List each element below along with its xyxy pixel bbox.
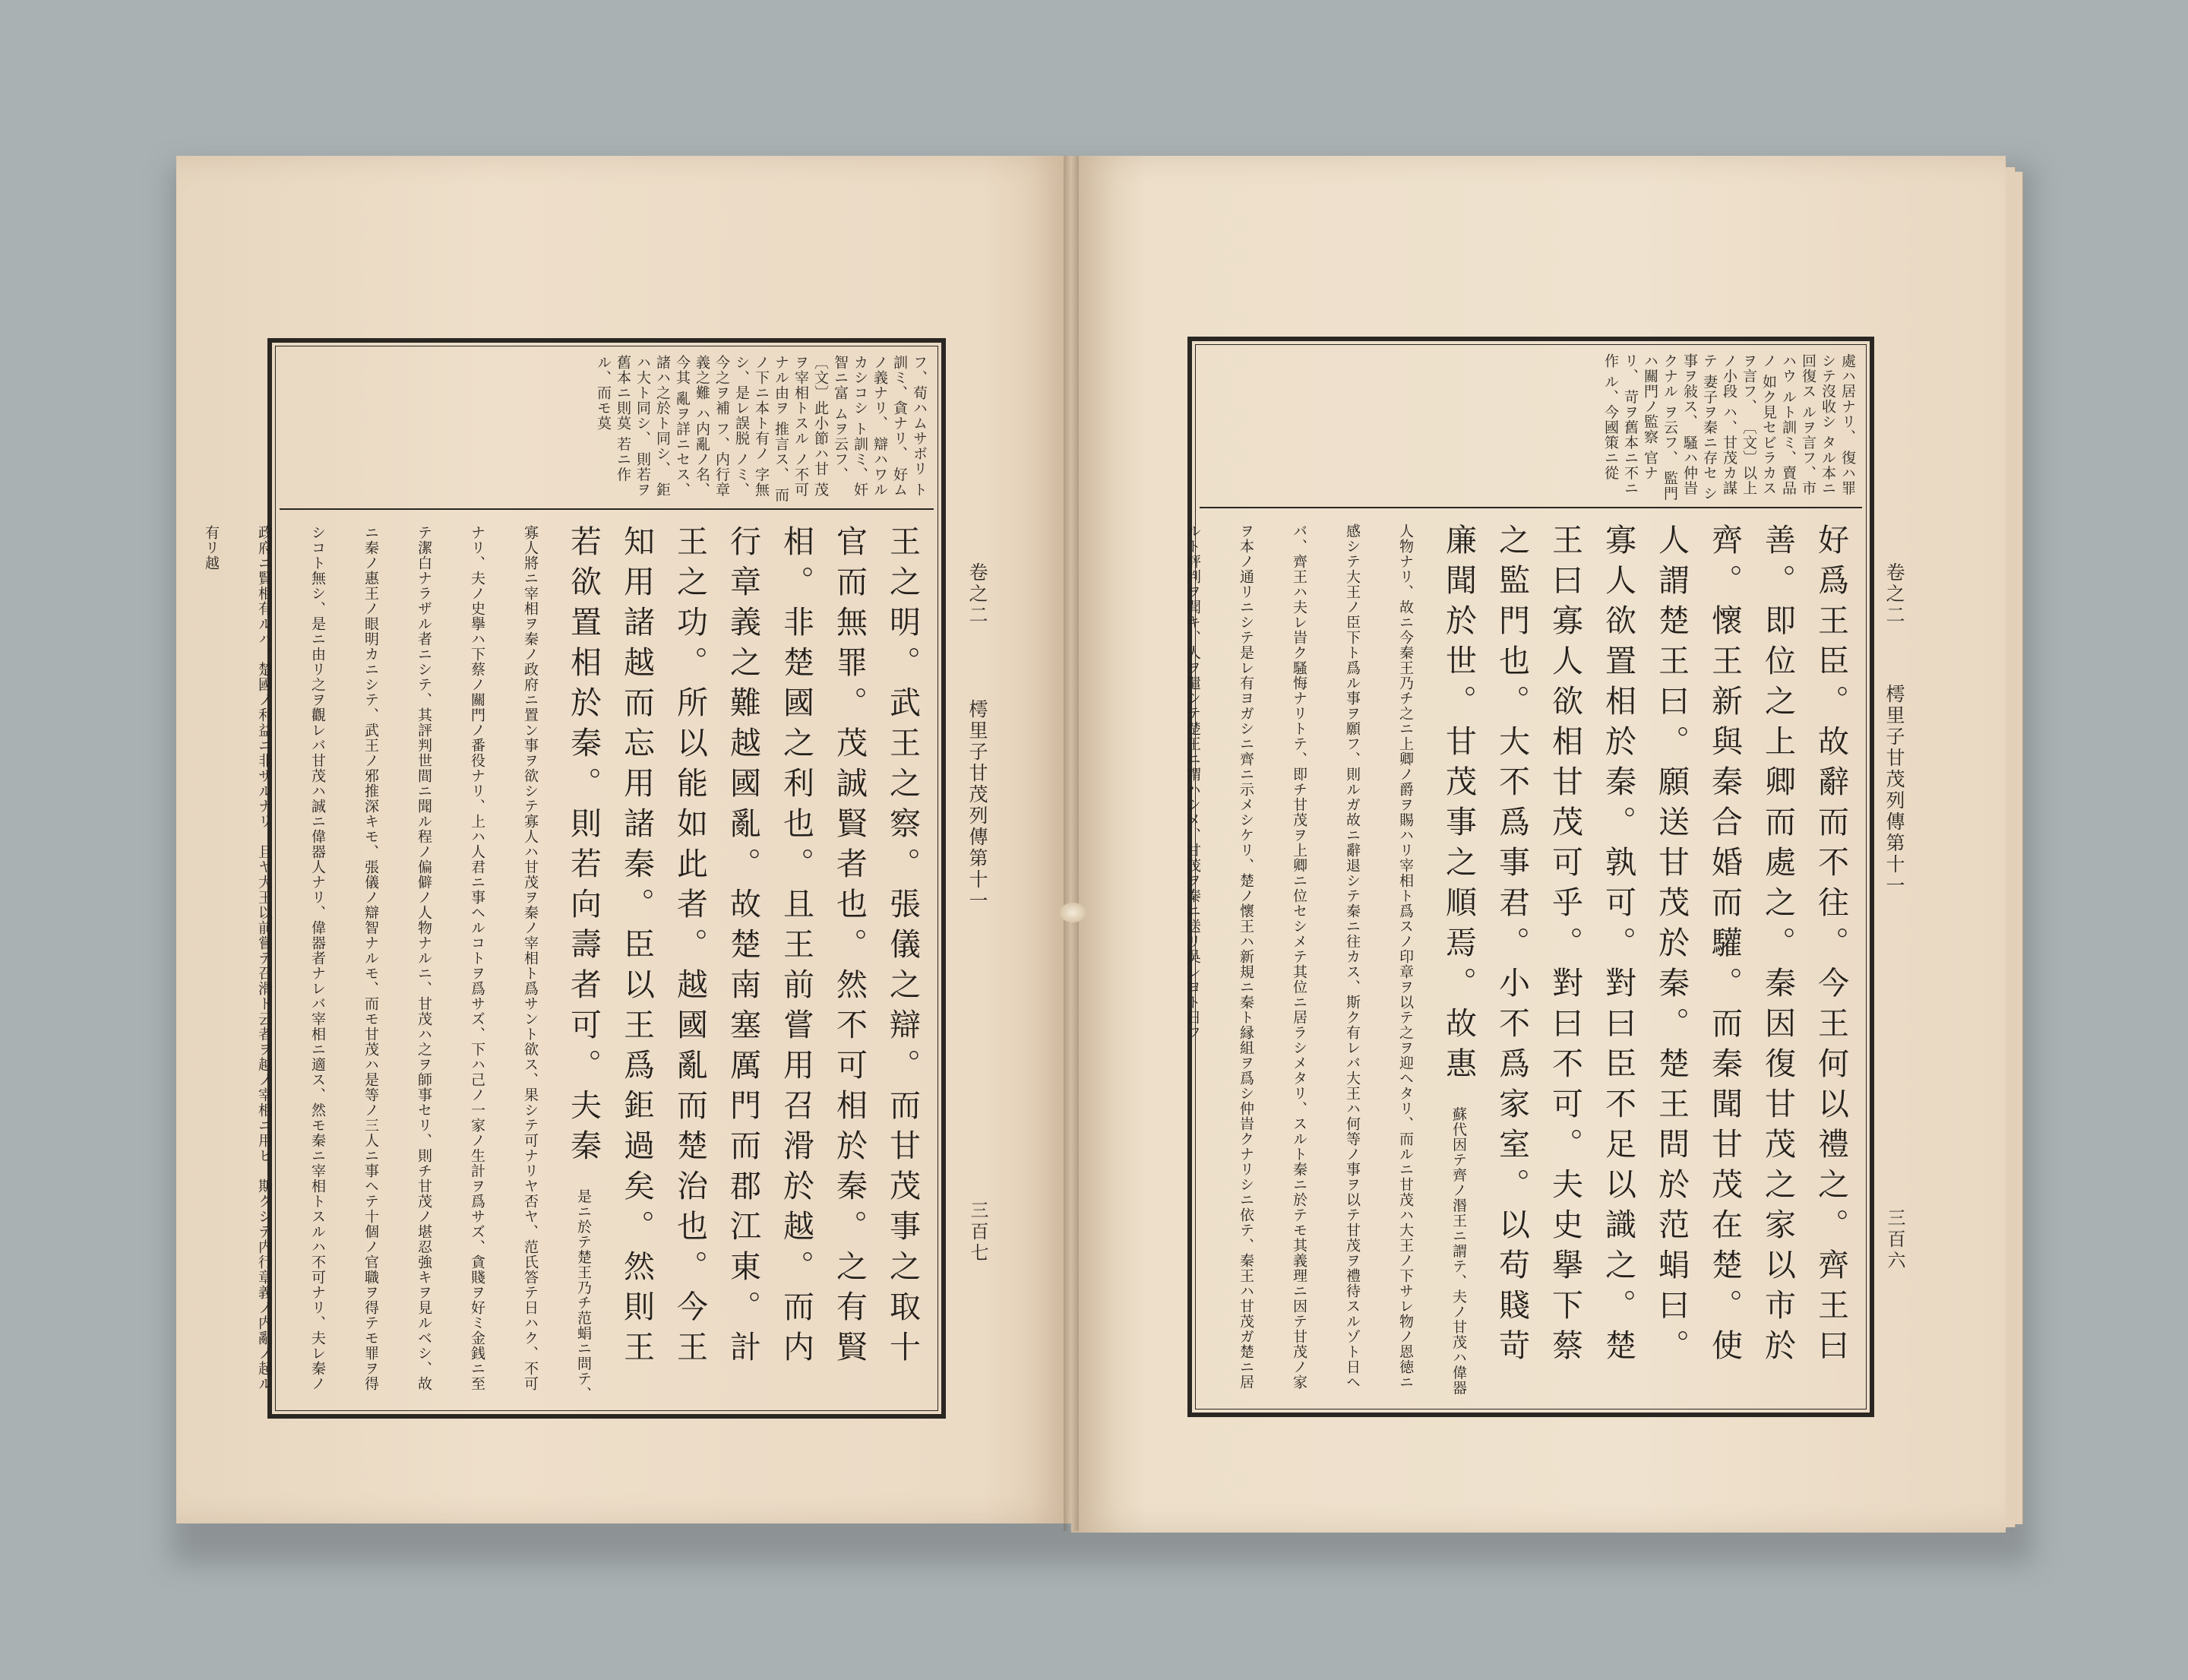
left-text-frame (203, 338, 946, 1419)
left-notes: フ、荀ハムサボリ ト訓ミ、貪ナリ、 好ムノ義ナリ、 辯ハワルカシコシ ト訓ミ、奸智ニ富 ムヲ云フ、 〔文〕此小節ハ甘 茂ヲ宰相トスル ノ不可ナル由ヲ 推言ス、 而ノ下ニ本ト有ノ 字無シ、是レ誤脱 ノミ、今之ヲ補 フ、内行章義之難 ハ内亂ノ名、今其 亂ヲ詳ニセス、 諸ハ之於ト同シ、 鉅ハ大ト同シ、 則若ヲ舊本ニ則莫 若ニ作ル、而モ莫 (595, 355, 928, 503)
right-main-text: 好爲王臣。故辭而不往。今王何以禮之。齊王曰善。即位之上卿而處之。秦因復甘茂之家以市於齊。懷王新與秦合婚而驩。而秦聞甘茂在楚。使人謂楚王曰。願送甘茂於秦。楚王問於范蜎曰。寡人欲置相於秦。孰可。對曰臣不足以識之。楚王曰寡人欲相甘茂可乎。對曰不可。夫史擧下蔡之監門也。大不爲事君。小不爲家室。以苟賤苛廉聞於世。甘茂事之順焉。故惠 (1440, 524, 1849, 1369)
binding-thread (1060, 903, 1086, 922)
right-page-number: 三百六 (1884, 1208, 1905, 1272)
right-text-frame (1184, 337, 1874, 1417)
left-page-number: 三百七 (967, 1201, 988, 1264)
left-main-text: 王之明。武王之察。張儀之辯。而甘茂事之取十官而無罪。茂誠賢者也。然不可相於秦。之有賢相。非楚國之利也。且王前嘗用召滑於越。而内行章義之難越國亂。故楚南塞厲門而郡江東。計王之功。所以能如此者。越國亂而楚治也。今王知用諸越而忘用諸秦。臣以王爲鉅過矣。然則王若欲置相於秦。則若向壽者可。夫秦 (565, 525, 921, 1371)
left-note-band (280, 349, 934, 510)
right-volume-label: 卷之二 (1883, 562, 1905, 626)
left-body-text (203, 514, 934, 1406)
right-body-text (1184, 513, 1862, 1405)
left-volume-label: 卷之二 (966, 562, 988, 626)
right-note-band (1200, 347, 1862, 508)
left-gloss: 是ニ於テ楚王乃チ范蜎ニ問テ、寡人將ニ宰相ヲ秦ノ政府ニ置ン事ヲ欲シテ寡人ハ甘茂ヲ秦ノ宰相ト爲サント欲ス、果シテ可ナリヤ否ヤ、范氏答テ日ハク、不可ナリ、夫ノ史擧ハ下蔡ノ關門ノ番役ナリ、上ハ人君ニ事ヘルコトヲ爲サズ、下ハ己ノ一家ノ生計ヲ爲サズ、貪賤ヲ好ミ金銭ニ至テ潔白ナラザル者ニシテ、其評判世間ニ聞ル程ノ偏僻ノ人物ナルニ、甘茂ハ之ヲ師事セリ、則チ甘茂ノ堪忍強キヲ見ルベシ、故ニ秦ノ惠王ノ眼明カニシテ、武王ノ邪推深キモ、張儀ノ辯智ナルモ、而モ甘茂ハ是等ノ三人ニ事ヘテ十個ノ官職ヲ得テモ罪ヲ得シコト無シ、是ニ由リ之ヲ觀レバ甘茂ハ誠ニ偉器人ナリ、偉器者ナレバ宰相ニ適ス、然モ秦ニ宰相トスルハ不可ナリ、夫レ秦ノ政府ニ賢相有ルハ、楚國ノ利益ニ非ザルナリ、且ヤ大王以前嘗テ召滑ト云者ヲ越ノ宰相ニ用ヒ、斯クシテ内行章義ノ内亂ノ起ル有リ越 (203, 525, 592, 1402)
right-notes: 處ハ居ナリ、 復ハ罪シテ沒收シ タル本ニ回復ス ルヲ言フ、市ハウ ルト訓ミ、賣品ノ 如ク見セビラカス ヲ言フ、 〔文〕以上ノ小段 ハ、甘茂カ謀テ 妻子ヲ秦ニ存セ シ事ヲ敍ス、 騷ハ仲旹クナル ヲ云フ、 監門ハ關門ノ監察 官ナリ、 苛ヲ舊本ニ不ニ作 ル、今國策ニ從 (1602, 353, 1856, 501)
book-gutter (1064, 156, 1079, 1531)
right-gloss: 蘇代因テ齊ノ湣王ニ謂テ、夫ノ甘茂ハ偉器人物ナリ、故ニ今秦王乃チ之ニ上卿ノ爵ヲ賜ハリ宰相ト爲スノ印章ヲ以テ之ヲ迎ヘタリ、而ルニ甘茂ハ大王ノ下サレ物ノ恩徳ニ感シテ大王ノ臣下ト爲ル事ヲ願フ、則ルガ故ニ辭退シテ秦ニ往カス、斯ク有レバ大王ハ何等ノ事ヲ以テ甘茂ヲ禮待スルゾト日ヘバ、齊王ハ夫レ旹ク騷悔ナリトテ、即チ甘茂ヲ上卿ニ位セシメテ其位ニ居ラシメタリ、スルト秦ニ於テモ其義理ニ因テ甘茂ノ家ヲ本ノ通リニシテ是レ有ヨガシニ齊ニ示メシケリ、楚ノ懷王ハ新規ニ秦ト縁組ヲ爲シ仲旹クナリシニ依テ、秦王ハ甘茂ガ楚ニ居ルト評判ヲ聞キ、人ヲ遣シテ楚王ニ謂ハシメ、甘茂ヲ秦ニ送リ吳レヨト日フ (1184, 524, 1467, 1396)
left-chapter-label: 樗里子甘茂列傳第十一 (966, 699, 988, 912)
right-chapter-label: 樗里子甘茂列傳第十一 (1883, 684, 1905, 897)
